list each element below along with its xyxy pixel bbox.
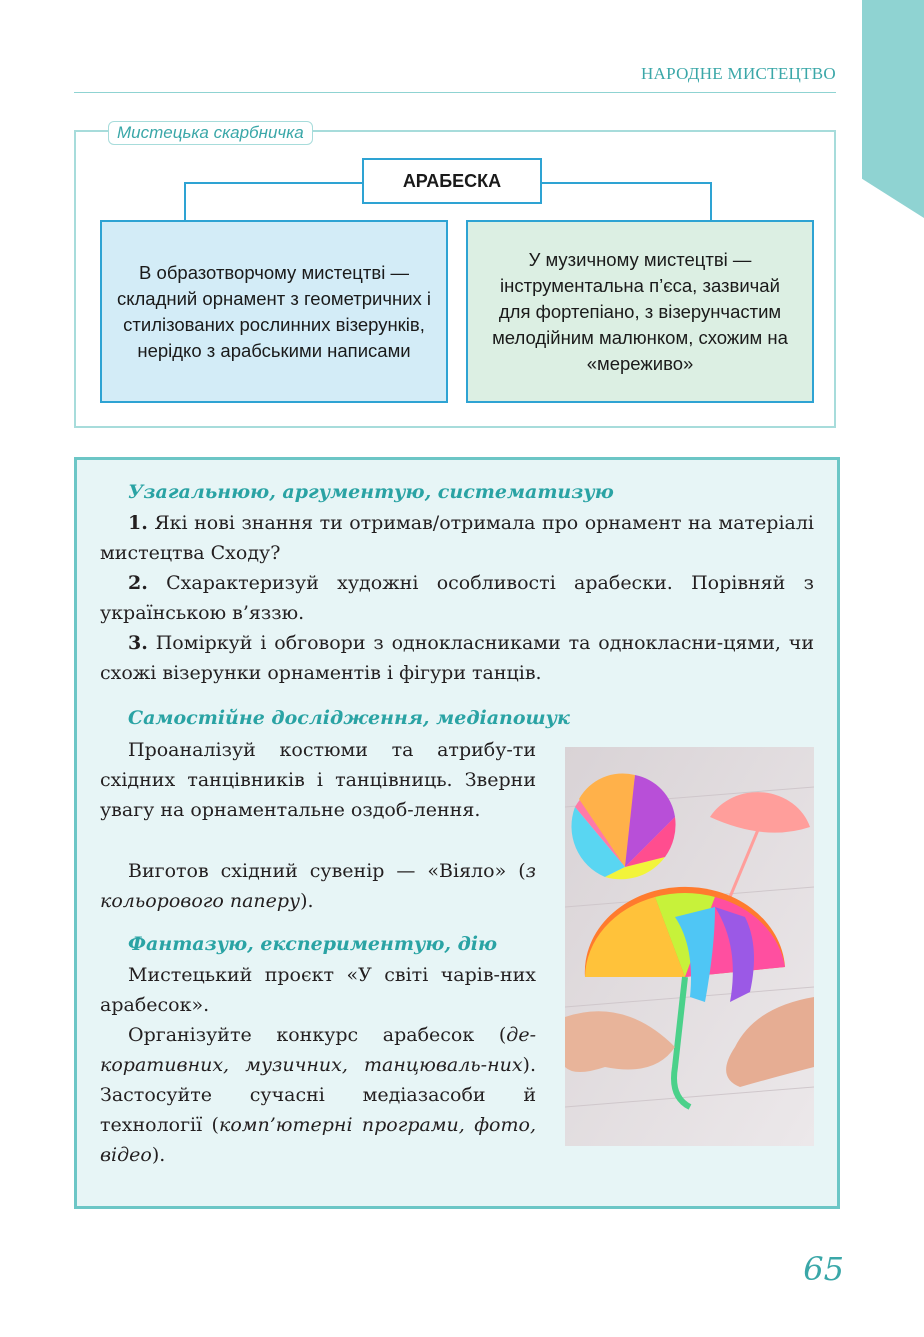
- question-2-text: Схарактеризуй художні особливості арабески. Порівняй з українською в’яззю.: [100, 572, 814, 624]
- project-paragraph-1: Мистецький проєкт «У світі чарів-них арабесок».: [100, 964, 536, 1016]
- question-2: [100, 568, 814, 628]
- media-kinds: комп’ютерні програми, фото, відео: [100, 1114, 536, 1166]
- section-title-fantasize: Фантазую, експериментую, дію: [128, 933, 498, 955]
- music-definition-text: У музичному мистецтві — інструментальна п’єса, зазвичай для фортепіано, з візерунчастим мелодійним малюнком, схожим на «мереживо»: [492, 248, 788, 374]
- paper-umbrella-photo: [565, 747, 814, 1146]
- contest-kinds: де-коративних, музичних, танцюваль-них: [100, 1024, 536, 1076]
- music-definition: [466, 220, 814, 403]
- central-term-box: АРАБЕСКА: [362, 158, 542, 204]
- paren-close: ).: [300, 890, 314, 912]
- question-1-text: Які нові знання ти отримав/отримала про орнамент на матеріалі мистецтва Сходу?: [100, 512, 815, 564]
- paren-open: (: [518, 860, 526, 882]
- research-paragraph-1: Проаналізуй костюми та атрибу-ти східних танцівників і танцівниць. Зверни увагу на орнаментальне оздоб-лення.: [100, 739, 536, 821]
- question-3: [100, 628, 814, 688]
- project-paragraph-2: [100, 1020, 536, 1170]
- paper-umbrella-craft-icon: [565, 747, 814, 1146]
- question-3-number: 3.: [128, 632, 148, 654]
- question-2-number: 2.: [128, 572, 148, 594]
- connector-right: [542, 183, 711, 220]
- contest-text: Організуйте конкурс арабесок (: [128, 1024, 507, 1046]
- fine-art-definition-text: В образотворчому мистецтві — складний орнамент з геометричних і стилізованих рослинних візерунків, нерідко з арабськими написами: [116, 261, 432, 361]
- question-3-text: Поміркуй і обговори з однокласниками та однокласни-цями, чи схожі візерунки орнаментів і фігури танців.: [100, 632, 814, 684]
- treasury-label: Мистецька скарбничка: [108, 121, 313, 145]
- souvenir-material: з кольорового паперу: [100, 860, 536, 912]
- media-text: ). Застосуйте сучасні медіазасоби й технології (: [100, 1054, 536, 1136]
- question-1-number: 1.: [128, 512, 148, 534]
- question-1: [100, 508, 814, 568]
- paragraph-end: ).: [151, 1144, 166, 1166]
- page-number: 65: [803, 1250, 844, 1288]
- souvenir-text: Виготов східний сувенір — «Віяло»: [128, 860, 507, 882]
- research-paragraph-2: [100, 856, 536, 916]
- section-title-research: Самостійне дослідження, медіапошук: [128, 707, 570, 729]
- running-head: НАРОДНЕ МИСТЕЦТВО: [640, 64, 836, 83]
- section-title-generalize: Узагальнюю, аргументую, систематизую: [128, 481, 614, 503]
- connector-left: [185, 183, 362, 220]
- fine-art-definition: [100, 220, 448, 403]
